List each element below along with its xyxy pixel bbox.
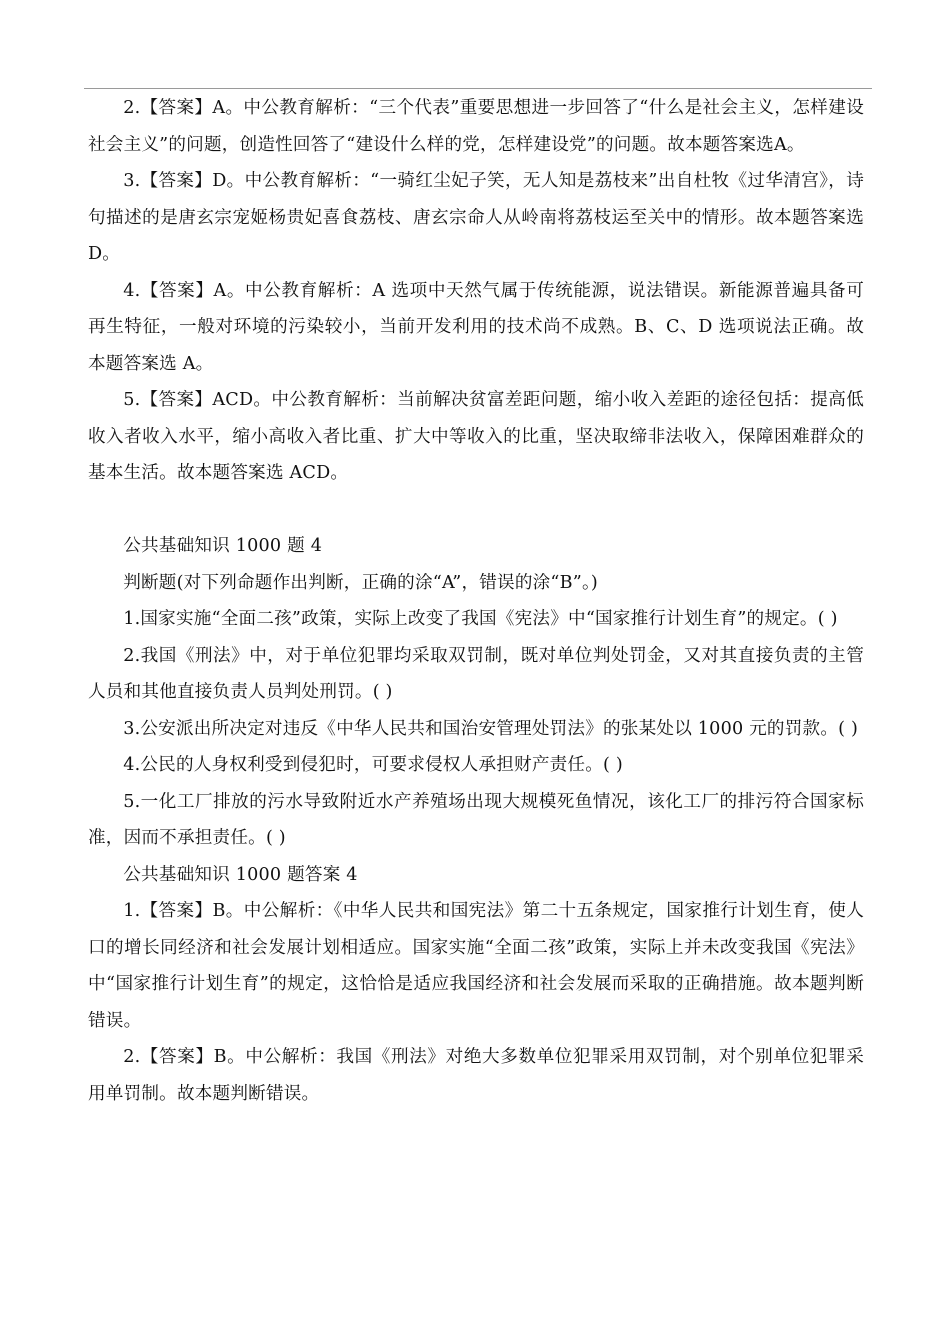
section-instruction: 判断题(对下列命题作出判断，正确的涂“A”，错误的涂“B”。): [123, 572, 598, 593]
answer-paragraph-2: 2.【答案】A。中公教育解析：“三个代表”重要思想进一步回答了“什么是社会主义，怎样建设社会主义”的问题，创造性回答了“建设什么样的党，怎样建设党”的问题。故本题答案选A。: [88, 98, 864, 155]
question-3: 3.公安派出所决定对违反《中华人民共和国治安管理处罚法》的张某处以 1000 元的罚款。( ): [123, 718, 859, 739]
section-title: 公共基础知识 1000 题 4: [123, 536, 323, 556]
answer-explanation-1: 1.【答案】B。中公解析：《中华人民共和国宪法》第二十五条规定，国家推行计划生育，使人口的增长同经济和社会发展计划相适应。国家实施“全面二孩”政策，实际上并未改变我国《宪法》中“国家推行计划生育”的规定，这恰恰是适应我国经济和社会发展而采取的正确措施。故本题判断错误。: [88, 901, 864, 1031]
question-5: 5.一化工厂排放的污水导致附近水产养殖场出现大规模死鱼情况，该化工厂的排污符合国家标准，因而不承担责任。( ): [88, 791, 864, 848]
answer-paragraph-4: 4.【答案】A。中公教育解析：A 选项中天然气属于传统能源，说法错误。新能源普遍具备可再生特征，一般对环境的污染较小，当前开发利用的技术尚不成熟。B、C、D 选项说法正确。故本题答案选 A。: [88, 280, 864, 374]
question-4: 4.公民的人身权利受到侵犯时，可要求侵权人承担财产责任。( ): [123, 755, 623, 775]
answers-title: 公共基础知识 1000 题答案 4: [123, 864, 358, 885]
answer-paragraph-3: 3.【答案】D。中公教育解析：“一骑红尘妃子笑，无人知是荔枝来”出自杜牧《过华清宫》，诗句描述的是唐玄宗宠姬杨贵妃喜食荔枝、唐玄宗命人从岭南将荔枝运至关中的情形。故本题答案选 D。: [88, 171, 864, 264]
section-spacer: [88, 492, 864, 529]
question-2: 2.我国《刑法》中，对于单位犯罪均采取双罚制，既对单位判处罚金，又对其直接负责的主管人员和其他直接负责人员判处刑罚。( ): [88, 645, 864, 702]
question-1: 1.国家实施“全面二孩”政策，实际上改变了我国《宪法》中“国家推行计划生育”的规定。( ): [123, 609, 838, 629]
answer-explanation-2: 2.【答案】B。中公解析：我国《刑法》对绝大多数单位犯罪采用双罚制，对个别单位犯罪采用单罚制。故本题判断错误。: [88, 1047, 864, 1104]
answer-paragraph-5: 5.【答案】ACD。中公教育解析：当前解决贫富差距问题，缩小收入差距的途径包括：提高低收入者收入水平，缩小高收入者比重、扩大中等收入的比重，坚决取缔非法收入，保障困难群众的基本生活。故本题答案选 ACD。: [88, 390, 864, 483]
header-rule: [84, 88, 872, 89]
document-body: [88, 90, 864, 1112]
